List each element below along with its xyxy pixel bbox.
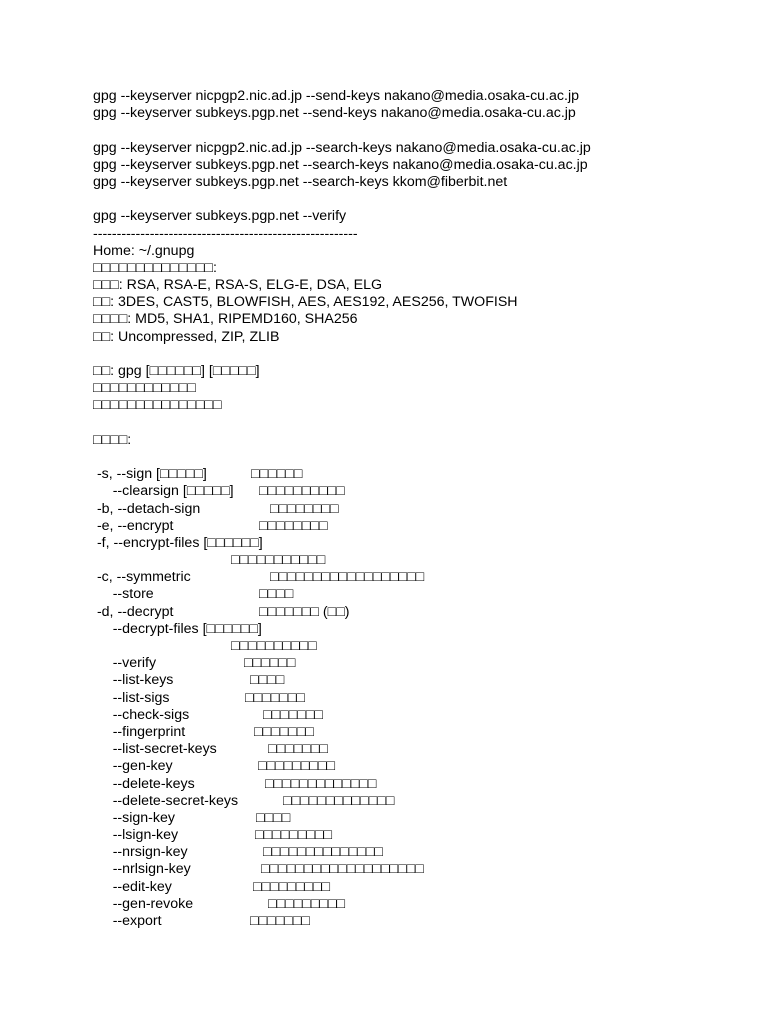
options-heading: □□□□: xyxy=(93,431,132,448)
option-name: -s, --sign [□□□□□] xyxy=(93,466,207,483)
option-row xyxy=(93,466,753,483)
option-row xyxy=(93,690,753,707)
option-row xyxy=(93,776,753,793)
text-line xyxy=(93,191,753,208)
option-description: □□□□□□□□□□□□□ xyxy=(265,775,377,792)
option-name: --gen-key xyxy=(93,758,173,775)
text-line: gpg --keyserver subkeys.pgp.net --search-keys nakano@media.osaka-cu.ac.jp xyxy=(93,156,588,173)
option-row xyxy=(93,638,753,655)
option-name: --verify xyxy=(93,655,157,672)
option-row xyxy=(93,861,753,878)
option-name: -e, --encrypt xyxy=(93,517,174,534)
option-description: □□□□ xyxy=(256,809,291,826)
option-description: □□□□□□□ xyxy=(254,723,314,740)
option-name: --delete-secret-keys xyxy=(93,792,239,809)
option-row xyxy=(93,501,753,518)
option-description: □□□□□□□ (□□) xyxy=(259,603,350,620)
text-line: gpg --keyserver nicpgp2.nic.ad.jp --send-keys nakano@media.osaka-cu.ac.jp xyxy=(93,88,579,104)
option-name: --clearsign [□□□□□] xyxy=(93,483,234,500)
option-name: --export xyxy=(93,913,162,929)
document-page xyxy=(93,88,753,930)
text-line xyxy=(93,122,753,139)
text-line: gpg --keyserver subkeys.pgp.net --search-keys kkom@fiberbit.net xyxy=(93,173,508,190)
option-name: --list-sigs xyxy=(93,689,170,706)
option-name: --gen-revoke xyxy=(93,895,194,912)
option-description: □□□□ xyxy=(250,672,285,689)
option-name: --nrlsign-key xyxy=(93,861,191,878)
option-description: □□□□□□□□□□□□□□□□□□ xyxy=(270,569,425,586)
option-description: □□□□□□□□□ xyxy=(258,758,336,775)
option-description: □□□□□□□□□□ xyxy=(259,483,345,500)
option-name: -b, --detach-sign xyxy=(93,500,201,517)
text-line: □□: 3DES, CAST5, BLOWFISH, AES, AES192, AES256, TWOFISH xyxy=(93,294,518,311)
option-row xyxy=(93,535,753,552)
option-row xyxy=(93,844,753,861)
option-row xyxy=(93,518,753,535)
option-row xyxy=(93,741,753,758)
text-line: Home: ~/.gnupg xyxy=(93,242,195,259)
spacer xyxy=(93,449,753,466)
option-row xyxy=(93,879,753,896)
option-row xyxy=(93,913,753,930)
option-row xyxy=(93,707,753,724)
text-line: □□□: RSA, RSA-E, RSA-S, ELG-E, DSA, ELG xyxy=(93,277,383,294)
option-name: -d, --decrypt xyxy=(93,603,174,620)
option-list xyxy=(93,466,753,930)
option-name: --lsign-key xyxy=(93,827,179,844)
option-row xyxy=(93,810,753,827)
option-name: --nrsign-key xyxy=(93,844,188,861)
option-description: □□□□□□□□ xyxy=(259,517,328,534)
text-line: □□□□: MD5, SHA1, RIPEMD160, SHA256 xyxy=(93,311,358,328)
option-row xyxy=(93,655,753,672)
option-description: □□□□□□□□□□□□□□□□□□□ xyxy=(261,861,424,878)
option-row xyxy=(93,569,753,586)
option-description: □□□□□□□□□ xyxy=(253,878,331,895)
text-line: □□: gpg [□□□□□□] [□□□□□] xyxy=(93,363,260,379)
option-name: --delete-keys xyxy=(93,775,195,792)
command-block xyxy=(93,88,753,449)
option-description: □□□□□□□□ xyxy=(270,500,339,517)
option-description: □□□□□□□□□□□□□□ xyxy=(263,844,383,861)
option-name: -c, --symmetric xyxy=(93,569,191,586)
option-row xyxy=(93,896,753,913)
text-line: gpg --keyserver nicpgp2.nic.ad.jp --search-keys nakano@media.osaka-cu.ac.jp xyxy=(93,139,591,156)
text-line xyxy=(93,346,753,363)
option-description: □□□□□□□ xyxy=(268,741,328,758)
option-name: --sign-key xyxy=(93,809,175,826)
option-name: --decrypt-files [□□□□□□] xyxy=(93,620,262,637)
option-row xyxy=(93,552,753,569)
option-name: --list-secret-keys xyxy=(93,741,217,758)
option-description: □□□□□□□□□□□□□ xyxy=(283,792,395,809)
option-row xyxy=(93,758,753,775)
text-line xyxy=(93,415,753,432)
option-description: □□□□□□□□□□ xyxy=(231,638,317,654)
option-name: --store xyxy=(93,586,154,603)
option-description: □□□□□□□ xyxy=(263,706,323,723)
option-row xyxy=(93,483,753,500)
option-description: □□□□□□ xyxy=(244,655,296,672)
option-description: □□□□□□□□□ xyxy=(255,827,333,844)
option-description: □□□□□□□□□ xyxy=(268,895,346,912)
option-name: --edit-key xyxy=(93,878,172,895)
text-line: □□□□□□□□□□□□ xyxy=(93,380,196,397)
option-row xyxy=(93,672,753,689)
option-description: □□□□□□□ xyxy=(245,689,305,706)
option-row xyxy=(93,724,753,741)
option-name: --check-sigs xyxy=(93,706,190,723)
option-row xyxy=(93,586,753,603)
option-row xyxy=(93,621,753,638)
text-line: □□: Uncompressed, ZIP, ZLIB xyxy=(93,328,280,345)
option-name: --fingerprint xyxy=(93,723,186,740)
divider-line: -------------------------------------------------------- xyxy=(93,225,358,242)
option-description: □□□□□□□ xyxy=(250,913,310,929)
option-row xyxy=(93,827,753,844)
option-name: -f, --encrypt-files [□□□□□□] xyxy=(93,534,263,551)
text-line: □□□□□□□□□□□□□□: xyxy=(93,259,217,276)
text-line: gpg --keyserver subkeys.pgp.net --send-keys nakano@media.osaka-cu.ac.jp xyxy=(93,105,576,122)
option-description: □□□□ xyxy=(259,586,294,603)
option-row xyxy=(93,793,753,810)
option-description: □□□□□□□□□□□ xyxy=(231,552,326,569)
text-line: □□□□□□□□□□□□□□□ xyxy=(93,397,222,414)
text-line: gpg --keyserver subkeys.pgp.net --verify xyxy=(93,208,347,225)
option-description: □□□□□□ xyxy=(251,466,303,483)
option-name: --list-keys xyxy=(93,672,174,689)
option-row xyxy=(93,604,753,621)
